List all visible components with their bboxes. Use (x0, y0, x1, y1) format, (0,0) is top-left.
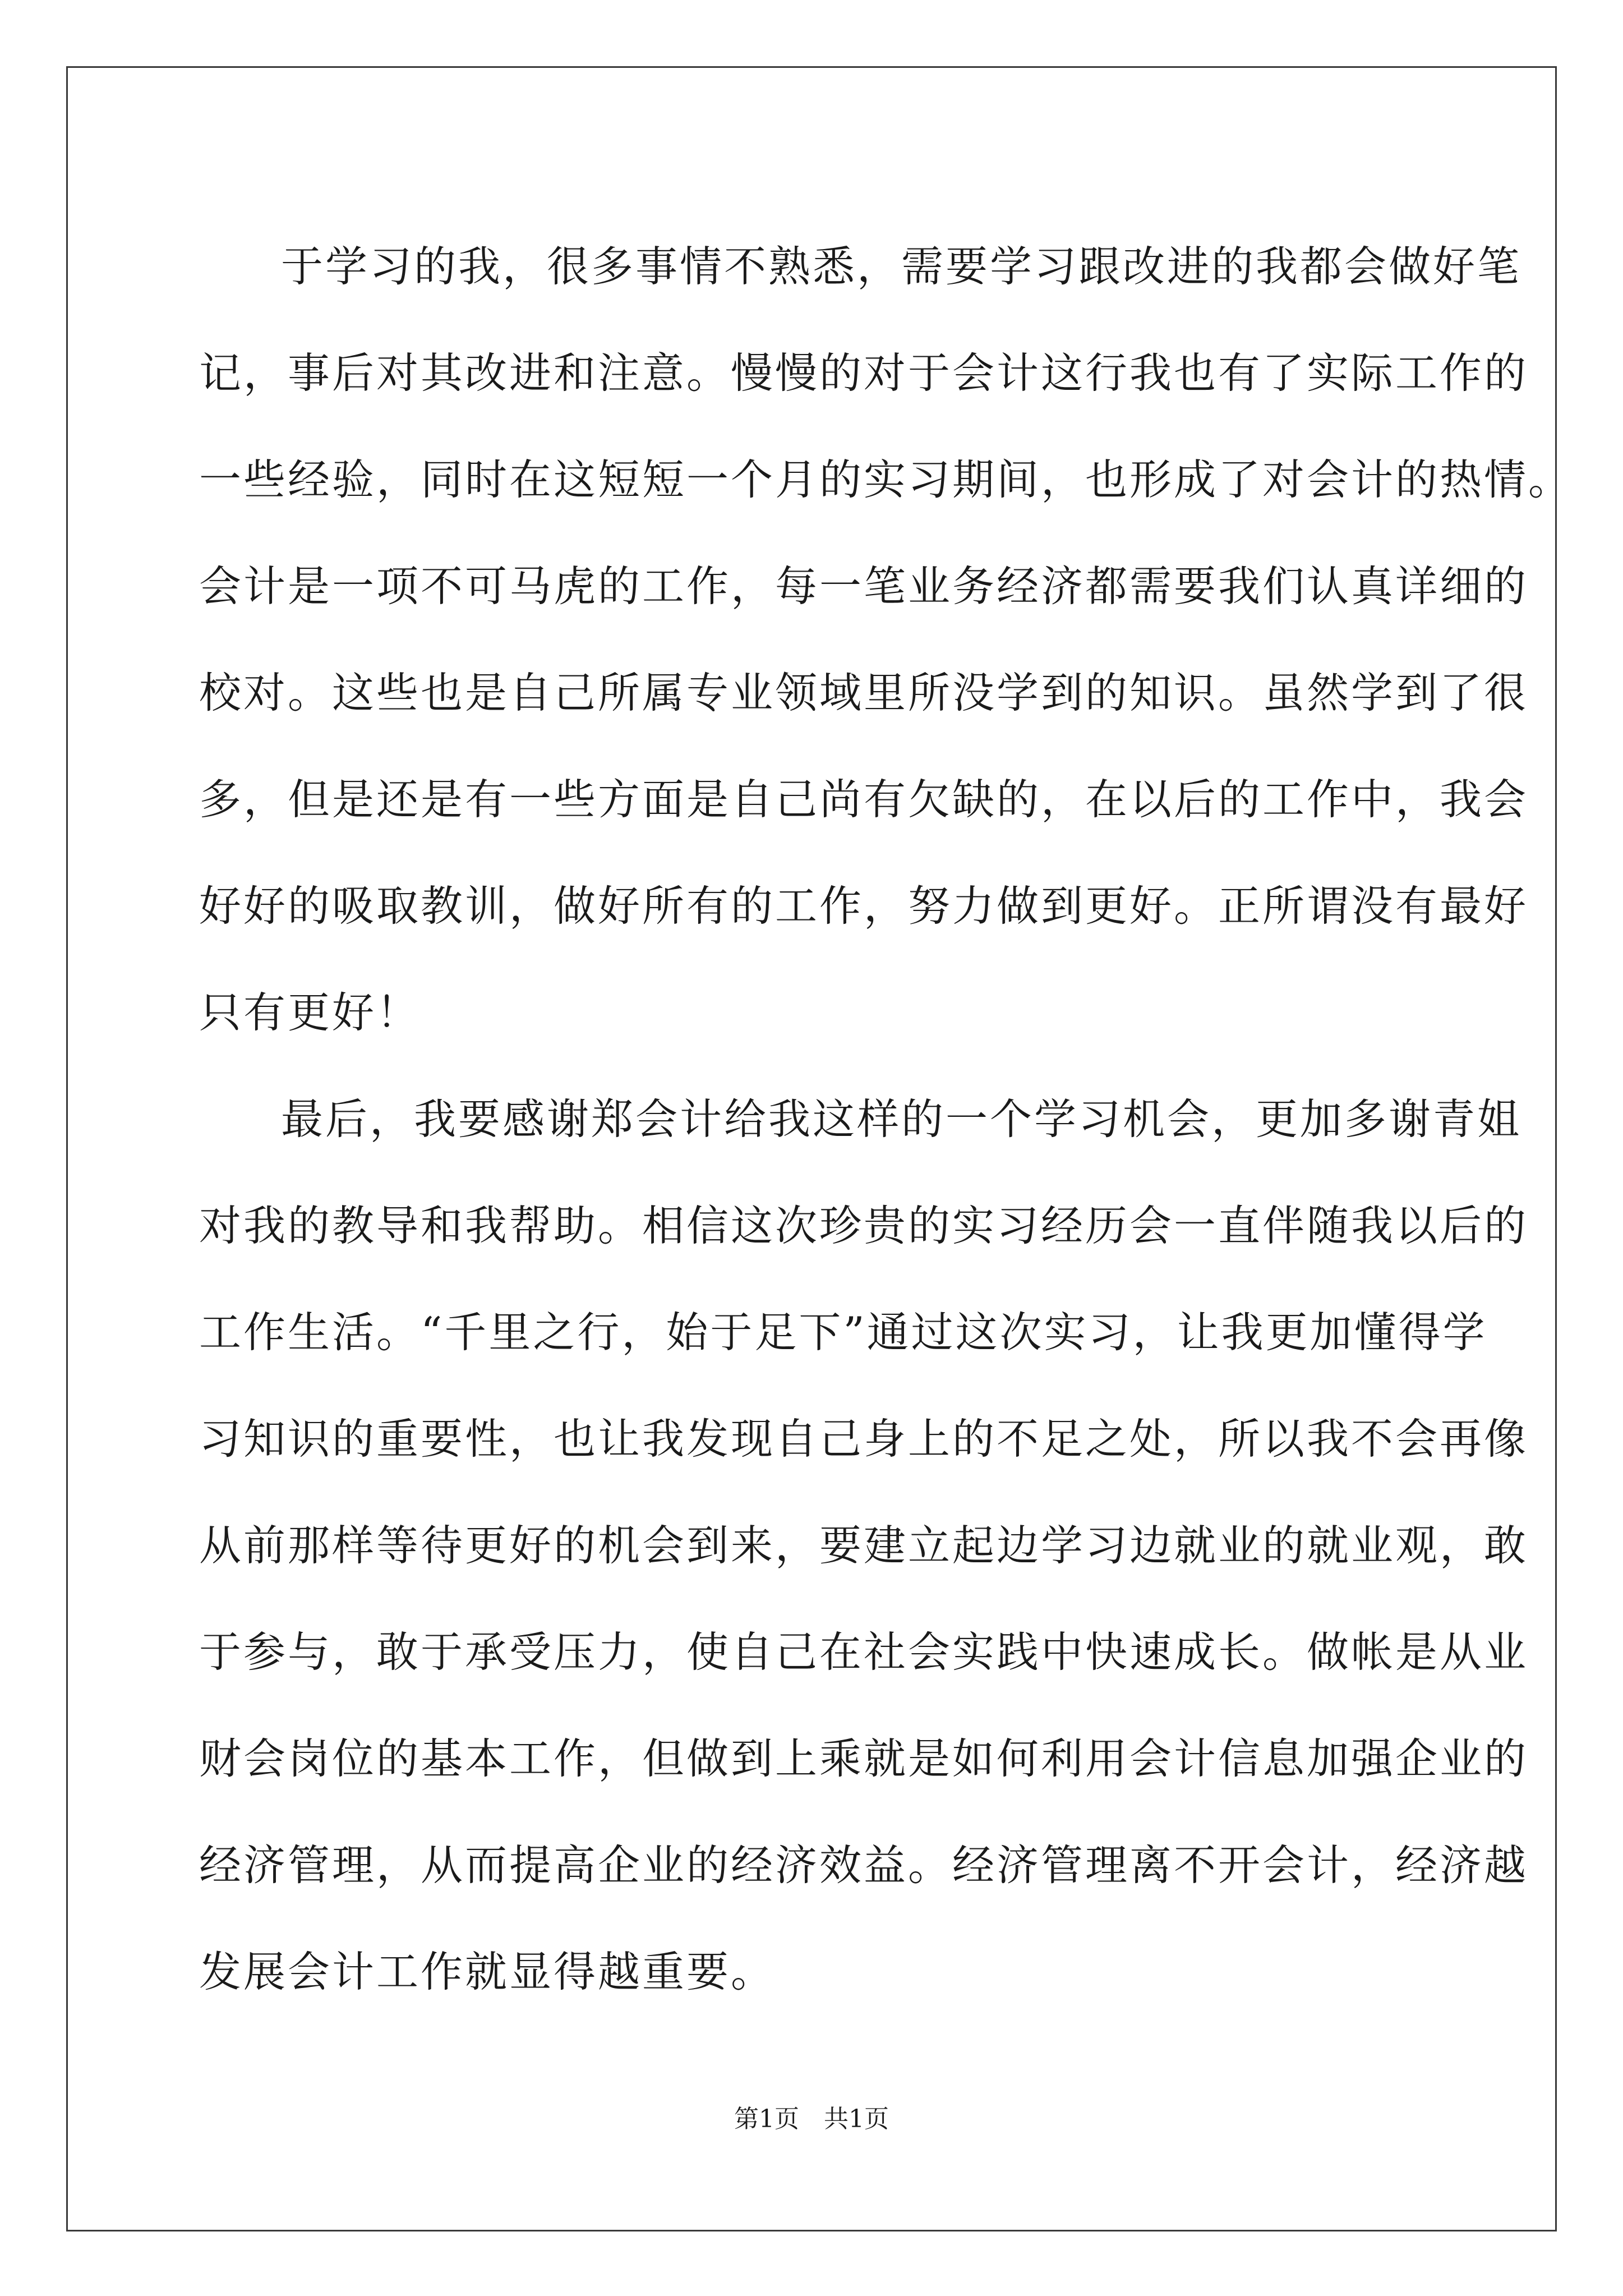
page-footer (0, 2102, 1623, 2136)
text-line: 对我的教导和我帮助。相信这次珍贵的实习经历会一直伴随我以后的 (199, 1201, 1529, 1250)
text-line: 最后，我要感谢郑会计给我这样的一个学习机会，更加多谢青姐 (281, 1094, 1522, 1144)
text-line: 于学习的我，很多事情不熟悉，需要学习跟改进的我都会做好笔 (281, 242, 1522, 291)
text-line: 从前那样等待更好的机会到来，要建立起边学习边就业的就业观，敢 (199, 1521, 1529, 1570)
text-line: 校对。这些也是自己所属专业领域里所没学到的知识。虽然学到了很 (199, 668, 1529, 717)
text-line: 习知识的重要性，也让我发现自己身上的不足之处，所以我不会再像 (199, 1414, 1529, 1464)
text-line: 发展会计工作就显得越重要。 (199, 1947, 776, 1996)
text-line: 好好的吸取教训，做好所有的工作，努力做到更好。正所谓没有最好 (199, 881, 1529, 931)
text-line: 于参与，敢于承受压力，使自己在社会实践中快速成长。做帐是从业 (199, 1627, 1529, 1677)
page-number-total: 共1页 (824, 2105, 889, 2133)
text-line: 只有更好！ (199, 988, 421, 1037)
page-number-current: 第1页 (734, 2105, 799, 2133)
text-line: 财会岗位的基本工作，但做到上乘就是如何利用会计信息加强企业的 (199, 1734, 1529, 1783)
text-line: 一些经验，同时在这短短一个月的实习期间，也形成了对会计的热情。 (199, 455, 1573, 504)
text-line: 经济管理，从而提高企业的经济效益。经济管理离不开会计，经济越 (199, 1841, 1529, 1890)
text-line: 工作生活。“千里之行，始于足下”通过这次实习，让我更加懂得学 (199, 1308, 1487, 1357)
document-body (199, 213, 1573, 2025)
text-line: 多，但是还是有一些方面是自己尚有欠缺的，在以后的工作中，我会 (199, 775, 1529, 824)
text-line: 会计是一项不可马虎的工作，每一笔业务经济都需要我们认真详细的 (199, 562, 1529, 611)
text-line: 记，事后对其改进和注意。慢慢的对于会计这行我也有了实际工作的 (199, 348, 1529, 398)
